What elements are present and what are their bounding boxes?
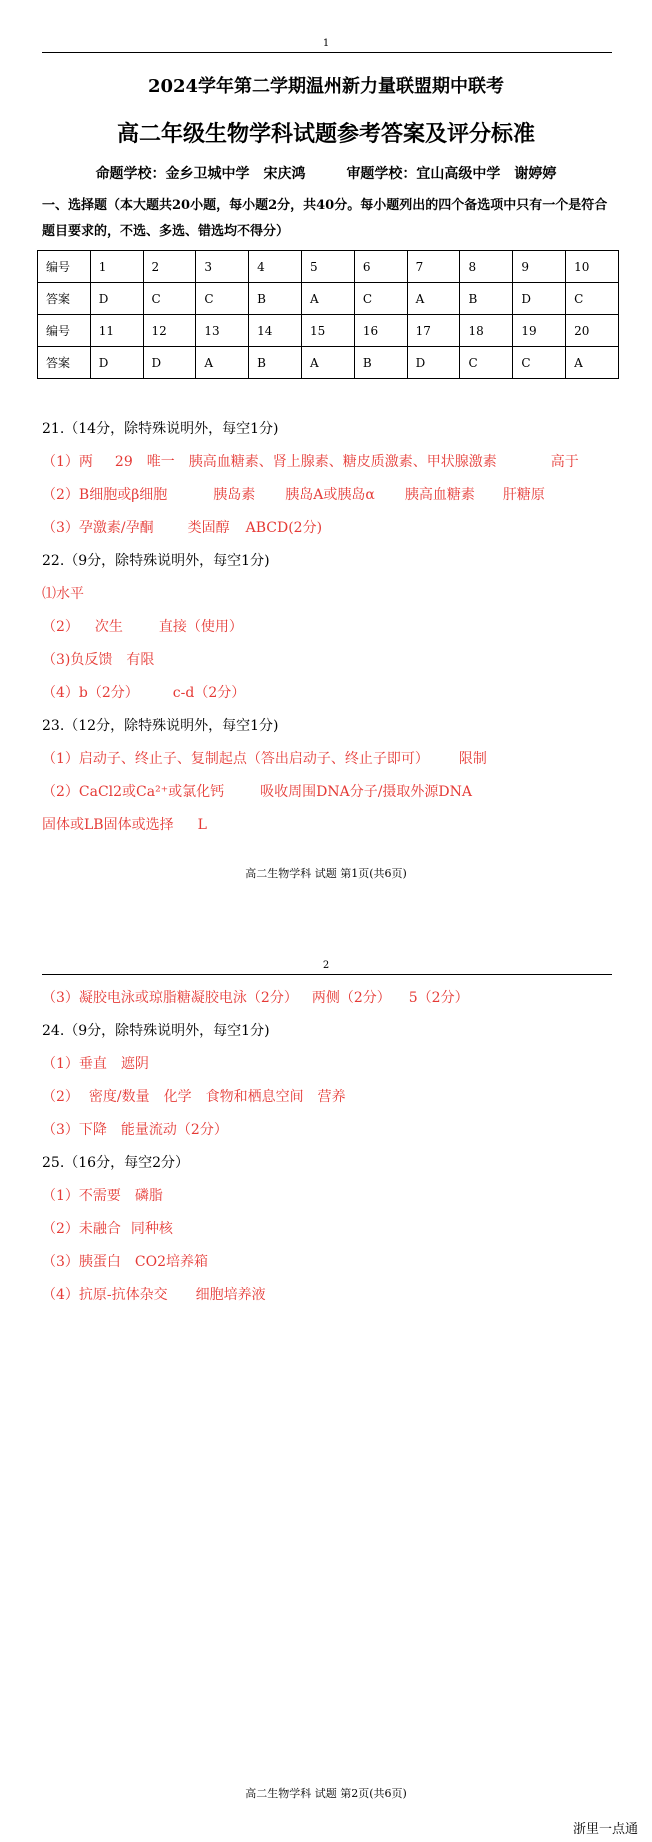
answer-text: ABCD(2分) xyxy=(245,520,323,536)
answer-text: 29 xyxy=(114,454,133,470)
answer-text: （3)负反馈 xyxy=(42,652,113,668)
answer-text: 限制 xyxy=(458,751,487,767)
answer-text: （1）启动子、终止子、复制起点（答出启动子、终止子即可） xyxy=(42,751,429,767)
answer-text: （3）凝胶电泳或琼脂糖凝胶电泳（2分） xyxy=(42,990,298,1006)
q21-header: 21.（14分，除特殊说明外，每空1分) xyxy=(42,421,279,437)
answer-text: 营养 xyxy=(317,1089,346,1105)
table-cell: 8 xyxy=(460,251,513,283)
table-cell: C xyxy=(354,283,407,315)
table-cell: B xyxy=(354,347,407,379)
table-cell: C xyxy=(566,283,619,315)
answer-table xyxy=(37,250,619,379)
page-number: 1 xyxy=(322,38,330,49)
q23-line-3 xyxy=(42,814,207,834)
q23-line-4 xyxy=(42,987,469,1007)
table-cell: A xyxy=(407,283,460,315)
table-cell: 4 xyxy=(249,251,302,283)
table-cell: A xyxy=(302,283,355,315)
table-cell: A xyxy=(302,347,355,379)
q23-header: 23.（12分，除特殊说明外，每空1分) xyxy=(42,718,279,734)
answer-text: （2）B细胞或β细胞 xyxy=(42,487,168,503)
page-1 xyxy=(0,0,652,900)
q22-line-1: ⑴水平 xyxy=(42,586,84,602)
answer-text: （1）不需要 xyxy=(42,1188,121,1204)
answer-text: 磷脂 xyxy=(134,1188,163,1204)
table-cell: 19 xyxy=(513,315,566,347)
table-cell: 编号 xyxy=(38,251,91,283)
q23-line-1 xyxy=(42,748,487,768)
table-cell: 11 xyxy=(90,315,143,347)
answer-text: 高于 xyxy=(550,454,579,470)
answer-text: 化学 xyxy=(163,1089,192,1105)
table-cell: 15 xyxy=(302,315,355,347)
answer-text: （2）未融合 xyxy=(42,1221,121,1237)
answer-text: （2）CaCl2或Ca²⁺或氯化钙 xyxy=(42,784,225,800)
answer-text: （3）孕激素/孕酮 xyxy=(42,520,154,536)
table-cell: 7 xyxy=(407,251,460,283)
table-cell: C xyxy=(196,283,249,315)
table-cell: 1 xyxy=(90,251,143,283)
answer-text: 食物和栖息空间 xyxy=(205,1089,304,1105)
answer-text: 遮阴 xyxy=(120,1056,149,1072)
answer-text: 细胞培养液 xyxy=(195,1287,266,1303)
q25-line-2 xyxy=(42,1218,173,1238)
q25-header: 25.（16分，每空2分） xyxy=(42,1155,189,1171)
exam-subtitle: 高二年级生物学科试题参考答案及评分标准 xyxy=(116,121,535,147)
answer-text: （3）下降 xyxy=(42,1122,107,1138)
answer-text: L xyxy=(197,817,207,833)
answer-text: 两侧（2分） xyxy=(311,990,391,1006)
answer-text: 直接（使用） xyxy=(158,619,243,635)
table-cell: C xyxy=(460,347,513,379)
q24-line-1 xyxy=(42,1053,149,1073)
table-cell: C xyxy=(513,347,566,379)
q22-line-3 xyxy=(42,649,154,669)
q21-line-3 xyxy=(42,517,322,537)
page-footer: 高二生物学科 试题 第1页(共6页) xyxy=(245,867,407,880)
table-cell: D xyxy=(90,283,143,315)
answer-text: （2） xyxy=(42,1089,79,1105)
answer-text: 能量流动（2分） xyxy=(120,1122,228,1138)
answer-text: （3）胰蛋白 xyxy=(42,1254,121,1270)
exam-title: 2024学年第二学期温州新力量联盟期中联考 xyxy=(147,76,505,97)
table-cell: 5 xyxy=(302,251,355,283)
q23-line-2 xyxy=(42,781,472,801)
answer-text: 胰岛A或胰岛α xyxy=(285,487,375,503)
q24-header: 24.（9分，除特殊说明外，每空1分) xyxy=(42,1023,270,1039)
setter-school: 命题学校：金乡卫城中学 宋庆鸿 xyxy=(95,166,306,182)
table-cell: D xyxy=(407,347,460,379)
table-cell: 10 xyxy=(566,251,619,283)
header-rule xyxy=(42,52,612,53)
q25-line-4 xyxy=(42,1284,266,1304)
school-info xyxy=(0,163,652,183)
table-cell: C xyxy=(143,283,196,315)
table-row xyxy=(38,283,619,315)
table-cell: A xyxy=(566,347,619,379)
answer-text: 密度/数量 xyxy=(88,1089,150,1105)
answer-text: 次生 xyxy=(94,619,123,635)
answer-text: 唯一 xyxy=(146,454,175,470)
answer-text: 胰高血糖素、肾上腺素、糖皮质激素、甲状腺激素 xyxy=(188,454,497,470)
q25-line-3 xyxy=(42,1251,208,1271)
answer-text: 肝糖原 xyxy=(502,487,545,503)
q21-line-2 xyxy=(42,484,545,504)
q24-line-3 xyxy=(42,1119,228,1139)
table-cell: A xyxy=(196,347,249,379)
table-row xyxy=(38,315,619,347)
page-2 xyxy=(0,960,652,1842)
table-cell: 17 xyxy=(407,315,460,347)
q22-line-2 xyxy=(42,616,243,636)
answer-text: 类固醇 xyxy=(187,520,230,536)
reviewer-school: 审题学校：宜山高级中学 谢婷婷 xyxy=(346,166,557,182)
answer-text: （1）垂直 xyxy=(42,1056,107,1072)
answer-text: （1）两 xyxy=(42,454,93,470)
answer-text: 固体或LB固体或选择 xyxy=(42,817,174,833)
table-cell: 答案 xyxy=(38,283,91,315)
watermark: 浙里一点通 xyxy=(572,1822,638,1837)
table-cell: D xyxy=(90,347,143,379)
table-cell: 14 xyxy=(249,315,302,347)
table-cell: 3 xyxy=(196,251,249,283)
section1-instructions: 一、选择题（本大题共20小题，每小题2分，共40分。每小题列出的四个备选项中只有一个是符合题目要求的，不选、多选、错选均不得分） xyxy=(42,198,608,239)
answer-text: （2） xyxy=(42,619,79,635)
table-cell: B xyxy=(460,283,513,315)
q21-line-1 xyxy=(42,451,579,471)
answer-text: 5（2分） xyxy=(408,990,469,1006)
page-footer: 高二生物学科 试题 第2页(共6页) xyxy=(245,1787,407,1800)
answer-text: c-d（2分） xyxy=(172,685,246,701)
header-rule xyxy=(42,974,612,975)
table-cell: D xyxy=(143,347,196,379)
page-number: 2 xyxy=(322,960,330,971)
table-cell: 2 xyxy=(143,251,196,283)
table-row xyxy=(38,251,619,283)
table-cell: D xyxy=(513,283,566,315)
table-cell: B xyxy=(249,283,302,315)
answer-text: 胰高血糖素 xyxy=(404,487,475,503)
table-cell: 18 xyxy=(460,315,513,347)
q22-header: 22.（9分，除特殊说明外，每空1分) xyxy=(42,553,270,569)
table-cell: B xyxy=(249,347,302,379)
q22-line-4 xyxy=(42,682,245,702)
answer-text: （4）b（2分） xyxy=(42,685,139,701)
table-cell: 答案 xyxy=(38,347,91,379)
answer-text: 同种核 xyxy=(130,1221,173,1237)
q25-line-1 xyxy=(42,1185,163,1205)
table-cell: 20 xyxy=(566,315,619,347)
table-cell: 9 xyxy=(513,251,566,283)
table-row xyxy=(38,347,619,379)
answer-text: 胰岛素 xyxy=(213,487,256,503)
table-cell: 6 xyxy=(354,251,407,283)
q24-line-2 xyxy=(42,1086,346,1106)
table-cell: 编号 xyxy=(38,315,91,347)
table-cell: 13 xyxy=(196,315,249,347)
answer-text: 吸收周围DNA分子/摄取外源DNA xyxy=(260,784,473,800)
table-cell: 16 xyxy=(354,315,407,347)
table-cell: 12 xyxy=(143,315,196,347)
answer-text: （4）抗原-抗体杂交 xyxy=(42,1287,168,1303)
answer-text: CO2培养箱 xyxy=(134,1254,209,1270)
answer-text: 有限 xyxy=(126,652,155,668)
